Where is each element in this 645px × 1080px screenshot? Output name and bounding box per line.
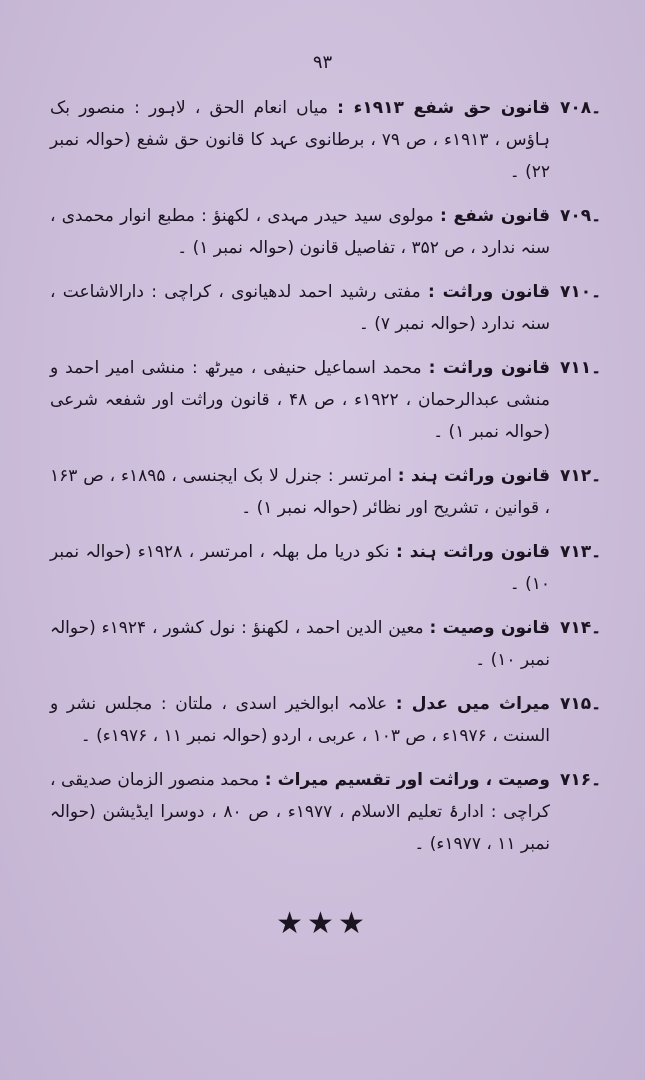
entry-title: قانون شفع : xyxy=(439,206,550,226)
entry-title: میراث میں عدل : xyxy=(395,694,550,714)
entry-details: نکو دریا مل بھلہ ، امرتسر ، ۱۹۲۸ء (حوالہ نمبر ۱۰) ۔ xyxy=(50,542,550,594)
entry-text xyxy=(50,92,550,188)
entry-title: قانون وصیت : xyxy=(429,618,551,638)
entry-number: ۔۷۰۸ xyxy=(560,98,602,118)
list-item xyxy=(50,92,602,188)
list-item xyxy=(50,200,602,264)
entry-number: ۔۷۱۴ xyxy=(560,618,602,638)
entry-text xyxy=(50,688,550,752)
entry-details: معین الدین احمد ، لکھنؤ : نول کشور ، ۱۹۲۴ء (حوالہ نمبر ۱۰) ۔ xyxy=(50,618,550,670)
list-item xyxy=(50,460,602,524)
list-item xyxy=(50,536,602,600)
section-end-stars: ★★★ xyxy=(276,906,369,941)
entry-number: ۔۷۱۱ xyxy=(560,358,602,378)
list-item xyxy=(50,352,602,448)
entry-text xyxy=(50,276,550,340)
entry-details: مفتی رشید احمد لدھیانوی ، کراچی : دارالاشاعت ، سنہ ندارد (حوالہ نمبر ۷) ۔ xyxy=(50,282,550,334)
entry-number: ۔۷۱۳ xyxy=(560,542,602,562)
entry-text xyxy=(50,200,550,264)
entry-title: قانون وراثت ہند : xyxy=(397,466,550,486)
entry-details: محمد اسماعیل حنیفی ، میرٹھ : منشی امیر احمد و منشی عبدالرحمان ، ۱۹۲۲ء ، ص ۴۸ ، قانون وراثت اور شفعہ شرعی (حوالہ نمبر ۱) ۔ xyxy=(50,358,550,442)
list-item xyxy=(50,276,602,340)
entry-text xyxy=(50,536,550,600)
entry-text xyxy=(50,352,550,448)
entry-title: قانون وراثت : xyxy=(428,358,551,378)
entry-details: میاں انعام الحق ، لاہور : منصور بک ہاؤس ، ۱۹۱۳ء ، ص ۷۹ ، برطانوی عہد کا قانون حق شفع (حوالہ نمبر ۲۲) ۔ xyxy=(50,98,550,182)
list-item xyxy=(50,764,602,860)
entry-text xyxy=(50,612,550,676)
entry-details: علامہ ابوالخیر اسدی ، ملتان : مجلس نشر و السنت ، ۱۹۷۶ء ، ص ۱۰۳ ، عربی ، اردو (حوالہ نمبر ۱۱ ، ۱۹۷۶ء) ۔ xyxy=(50,694,550,746)
entry-number: ۔۷۱۰ xyxy=(560,282,602,302)
entry-details: محمد منصور الزمان صدیقی ، کراچی : ادارۂ تعلیم الاسلام ، ۱۹۷۷ء ، ص ۸۰ ، دوسرا ایڈیشن (حوالہ نمبر ۱۱ ، ۱۹۷۷ء) ۔ xyxy=(50,770,550,854)
entry-number: ۔۷۱۲ xyxy=(560,466,602,486)
entry-details: امرتسر : جنرل لا بک ایجنسی ، ۱۸۹۵ء ، ص ۱۶۳ ، قوانین ، تشریح اور نظائر (حوالہ نمبر ۱) ۔ xyxy=(50,466,550,518)
entry-number: ۔۷۰۹ xyxy=(560,206,602,226)
entry-number: ۔۷۱۵ xyxy=(560,694,602,714)
page-number: ۹۳ xyxy=(312,52,333,73)
entry-number: ۔۷۱۶ xyxy=(560,770,602,790)
entry-text xyxy=(50,460,550,524)
entry-title: قانون وراثت : xyxy=(427,282,550,302)
entry-title: قانون وراثت ہند : xyxy=(395,542,550,562)
bibliography-list xyxy=(50,92,602,872)
list-item xyxy=(50,688,602,752)
entry-details: مولوی سید حیدر مہدی ، لکھنؤ : مطبع انوار محمدی ، سنہ ندارد ، ص ۳۵۲ ، تفاصیل قانون (حوالہ نمبر ۱) ۔ xyxy=(50,206,550,258)
entry-title: وصیت ، وراثت اور تقسیم میراث : xyxy=(264,770,550,790)
entry-text xyxy=(50,764,550,860)
entry-title: قانون حق شفع ۱۹۱۳ء : xyxy=(337,98,550,118)
list-item xyxy=(50,612,602,676)
